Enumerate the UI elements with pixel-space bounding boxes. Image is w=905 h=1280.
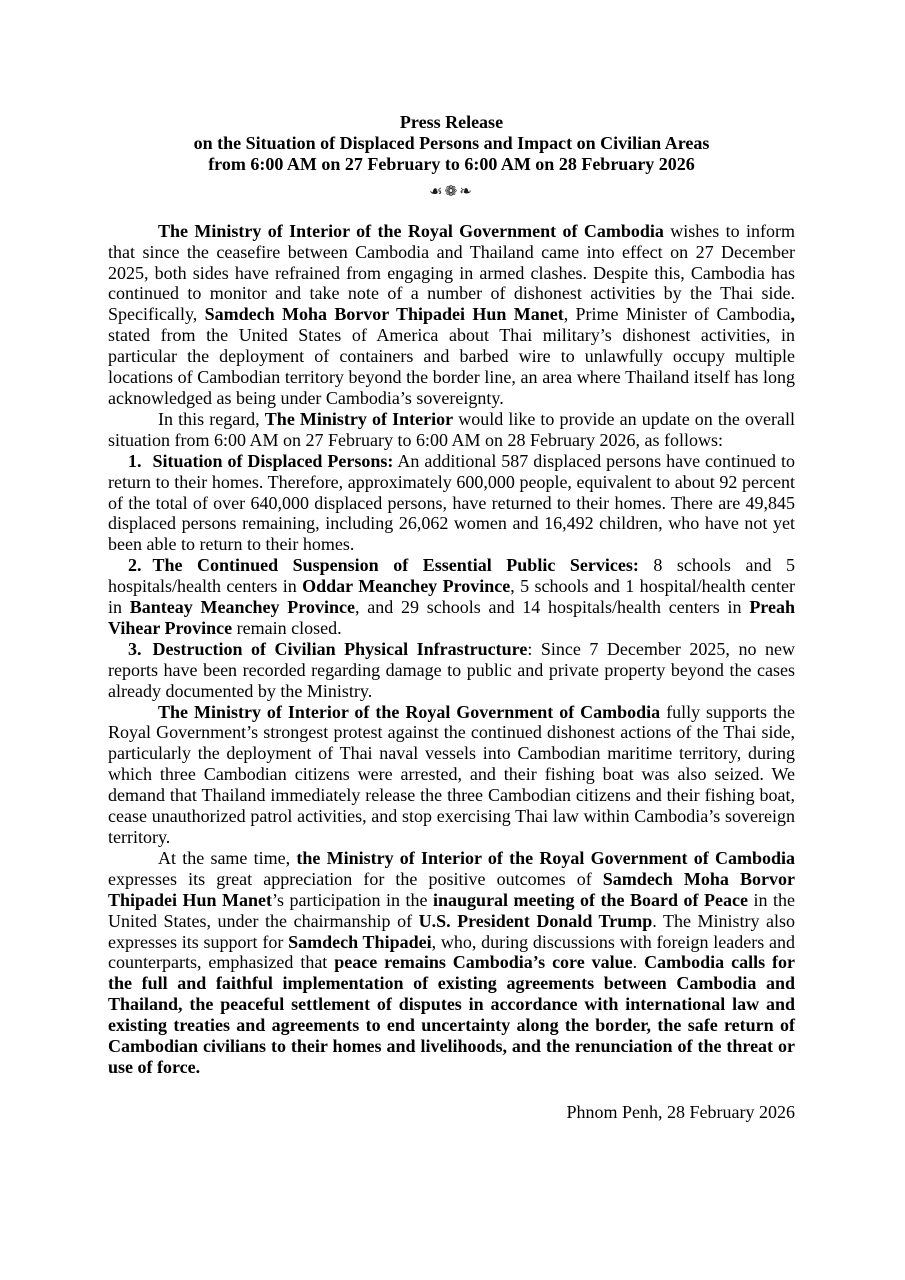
bold-text-run: Samdech Moha Borvor Thipadei Hun Manet <box>108 868 795 910</box>
bold-text-run: U.S. President Donald Trump <box>418 910 653 931</box>
item-number: 1. <box>128 450 142 471</box>
text-run: remain closed. <box>232 617 342 638</box>
bold-text-run: Oddar Meanchey Province <box>302 576 511 597</box>
text-run: , and 29 schools and 14 hospitals/health centers in <box>354 597 750 618</box>
text-run: , 5 schools and 1 hospital/health center in <box>108 576 795 618</box>
bold-text-run: inaugural meeting of the Board of Peace <box>433 889 748 910</box>
text-run: fully supports the Royal Government’s strongest protest against the continued dishonest actions of the Thai side, particularly the deployment of Thai naval vessels into Cambodian maritime territory, during which three Cambodian citizens were arrested, and their fishing boat was also seized. We demand that Thailand immediately release the three Cambodian citizens and their fishing boat, cease unauthorized patrol activities, and stop exercising Thai law within Cambodia’s sovereign territory. <box>108 701 795 847</box>
text-run: would like to provide an update on the overall situation from 6:00 AM on 27 February to 6:00 AM on 28 February 2026, as follows: <box>108 408 795 450</box>
title-line-1: Press Release <box>399 112 504 132</box>
text-run: in the United States, under the chairmanship of <box>108 889 795 931</box>
item-number: 3. <box>128 638 142 659</box>
paragraph <box>108 221 795 409</box>
paragraph <box>108 409 795 451</box>
floral-divider-ornament: ☙❁❧ <box>429 181 474 200</box>
bold-text-run: Cambodia calls for the full and faithful implementation of existing agreements between Cambodia and Thailand, the peaceful settlement of disputes in accordance with international law and existing treaties and agreements to end uncertainty along the border, the safe return of Cambodian civilians to their homes and livelihoods, and the renunciation of the threat or use of force. <box>108 952 796 1077</box>
bold-text-run: Preah Vihear Province <box>108 597 795 638</box>
title-line-3: from 6:00 AM on 27 February to 6:00 AM on 28 February 2026 <box>208 153 695 174</box>
bold-text-run: peace remains Cambodia’s core value <box>334 952 633 973</box>
numbered-paragraph <box>108 451 795 556</box>
numbered-paragraph <box>108 555 795 639</box>
bold-text-run: The Ministry of Interior of the Royal Government of Cambodia <box>158 220 664 241</box>
bold-text-run: The Ministry of Interior of the Royal Government of Cambodia <box>158 701 661 722</box>
bold-text-run: The Continued Suspension of Essential Public Services: <box>152 555 639 576</box>
bold-text-run: the Ministry of Interior of the Royal Government of Cambodia <box>296 847 796 868</box>
document-title <box>108 112 795 175</box>
text-run: ’s participation in the <box>272 889 434 910</box>
numbered-paragraph <box>108 639 795 702</box>
text-run: stated from the United States of America about Thai military’s dishonest activities, in particular the deployment of containers and barbed wire to unlawfully occupy multiple locations of Cambodian territory beyond the border line, an area where Thailand itself has long acknowledged as being under Cambodia’s sovereignty. <box>108 325 795 408</box>
title-line-2: on the Situation of Displaced Persons and Impact on Civilian Areas <box>193 132 710 153</box>
place-date-line: Phnom Penh, 28 February 2026 <box>566 1101 795 1122</box>
text-run: . <box>632 952 645 973</box>
text-run: An additional 587 displaced persons have continued to return to their homes. Therefore, approximately 600,000 people, equivalent to about 92 percent of the total of over 640,000 displaced persons, have returned to their homes. There are 49,845 displaced persons remaining, including 26,062 women and 16,492 children, who have not yet been able to return to their homes. <box>108 450 796 555</box>
bold-text-run: Samdech Moha Borvor Thipadei Hun Manet <box>204 304 564 325</box>
paragraph <box>108 702 795 848</box>
text-run: wishes to inform that since the ceasefire between Cambodia and Thailand came into effect on 27 December 2025, both sides have refrained from engaging in armed clashes. Despite this, Cambodia has continued to monitor and take note of a number of dishonest activities by the Thai side. Specifically, <box>108 220 795 325</box>
bold-text-run: Samdech Thipadei <box>288 931 432 952</box>
bold-text-run: , <box>790 304 795 325</box>
bold-text-run: Destruction of Civilian Physical Infrastructure <box>152 638 528 659</box>
text-run: , Prime Minister of Cambodia <box>563 304 791 325</box>
text-run: : Since 7 December 2025, no new reports have been recorded regarding damage to public and private property beyond the cases already documented by the Ministry. <box>108 638 795 701</box>
bold-text-run: Situation of Displaced Persons: <box>152 450 394 471</box>
text-run: , who, during discussions with foreign leaders and counterparts, emphasized that <box>108 931 795 973</box>
text-run: expresses its great appreciation for the positive outcomes of <box>108 868 603 889</box>
paragraph <box>108 848 795 1078</box>
text-run: At the same time, <box>158 847 297 868</box>
text-run: 8 schools and 5 hospitals/health centers in <box>108 555 795 597</box>
bold-text-run: Banteay Meanchey Province <box>129 597 355 618</box>
document-body <box>108 221 795 1078</box>
bold-text-run: The Ministry of Interior <box>264 408 454 429</box>
text-run: . The Ministry also expresses its support for <box>108 910 795 952</box>
text-run: In this regard, <box>158 408 265 429</box>
item-number: 2. <box>128 555 142 576</box>
